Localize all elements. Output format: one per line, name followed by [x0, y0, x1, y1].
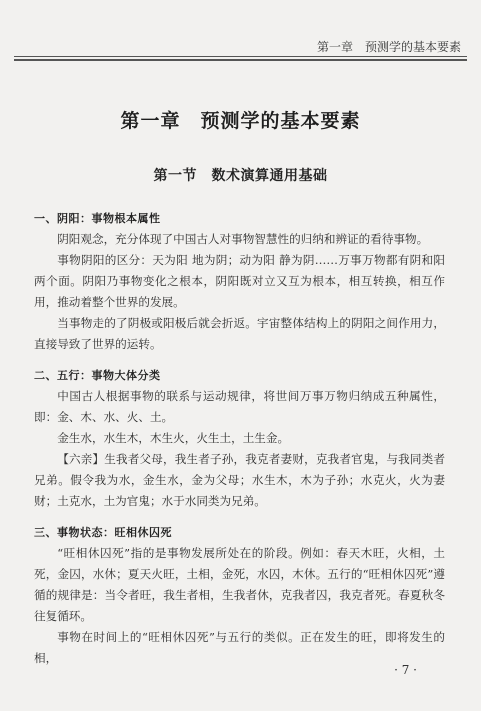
header-rule-thick: [14, 59, 467, 61]
header-rule-thin: [14, 56, 467, 57]
paragraph: 事物在时间上的“旺相休囚死”与五行的类似。正在发生的旺，即将发生的相，: [34, 630, 445, 665]
subsection-heading-wuxing: 二、五行：事物大体分类: [34, 369, 161, 382]
subsection-heading-states: 三、事物状态：旺相休囚死: [34, 526, 172, 539]
body-content: [34, 208, 445, 669]
chapter-title: 第一章 预测学的基本要素: [120, 110, 361, 132]
paragraph: 事物阴阳的区分：天为阳 地为阴；动为阳 静为阴……万事万物都有阴和阳两个面。阴阳乃事物变化之根本，阴阳既对立又互为根本，相互转换，相互作用，推动着整个世界的发展。: [34, 253, 445, 309]
subsection-heading-yinyang: 一、阴阳：事物根本属性: [34, 212, 161, 225]
paragraph: “旺相休囚死”指的是事物发展所处在的阶段。例如：春天木旺，火相，土死，金囚，水休；夏天火旺，土相，金死，水囚，木休。五行的“旺相休囚死”遵循的规律是：当令者旺，我生者相，生我者休，克我者囚，我克者死。春夏秋冬往复循环。: [34, 546, 445, 623]
paragraph: 当事物走的了阴极或阳极后就会折返。宇宙整体结构上的阴阳之间作用力，直接导致了世界的运转。: [34, 316, 445, 351]
section-title: 第一节 数术演算通用基础: [153, 168, 328, 184]
paragraph: 中国古人根据事物的联系与运动规律，将世间万事万物归纳成五种属性，即：金、木、水、火、土。: [34, 389, 445, 424]
paragraph: 阴阳观念，充分体现了中国古人对事物智慧性的归纳和辨证的看待事物。: [57, 232, 429, 246]
paragraph: 金生水，水生木，木生火，火生土，土生金。: [57, 431, 290, 445]
running-header: 第一章 预测学的基本要素: [316, 40, 461, 54]
paragraph: 【六亲】生我者父母，我生者子孙，我克者妻财，克我者官鬼，与我同类者兄弟。假令我为水，金生水，金为父母；水生木，木为子孙；水克火，火为妻财；土克水，土为官鬼；水于水同类为兄弟。: [34, 452, 445, 508]
page-number: · 7 ·: [394, 663, 417, 677]
